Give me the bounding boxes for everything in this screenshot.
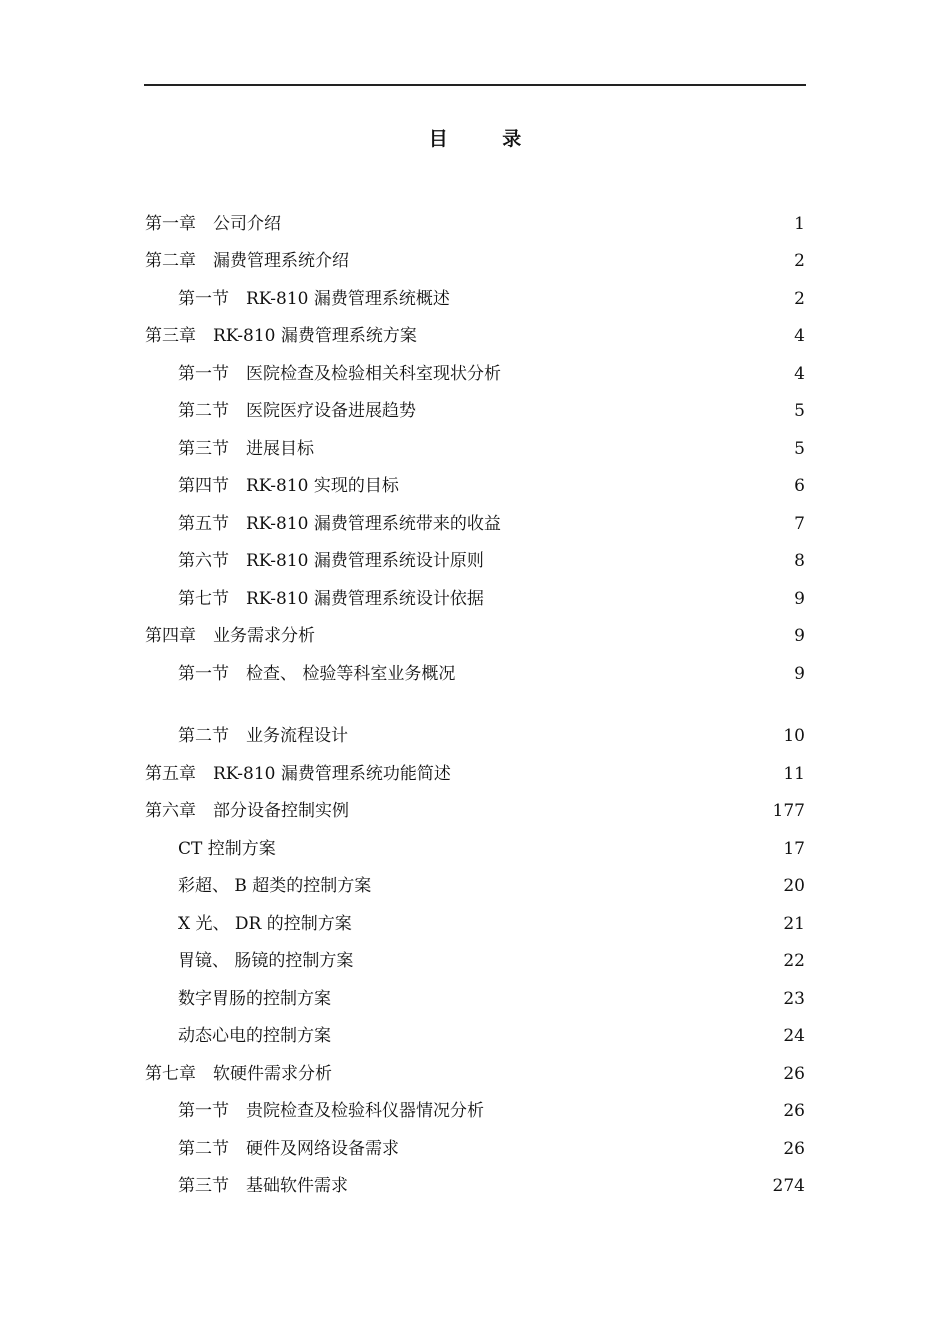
toc-entry-page: 8 [794,551,805,571]
toc-entry-label: 第四章 业务需求分析 [145,626,315,646]
toc-entry-label: 胃镜、 肠镜的控制方案 [178,951,354,971]
toc-entry-label: 第二节 硬件及网络设备需求 [178,1139,399,1159]
toc-entry[interactable] [0,249,950,273]
toc-entry[interactable] [0,1062,950,1086]
toc-entry[interactable] [0,987,950,1011]
toc-entry-label: 第七章 软硬件需求分析 [145,1064,332,1084]
page-title: 目 录 [428,128,546,150]
toc-entry-page: 4 [794,364,805,384]
toc-entry[interactable] [0,474,950,498]
toc-entry[interactable] [0,874,950,898]
toc-entry-label: CT 控制方案 [178,839,276,859]
toc-entry-page: 6 [794,476,805,496]
toc-entry[interactable] [0,799,950,823]
toc-entry[interactable] [0,587,950,611]
toc-entry-label: 第五节 RK-810 漏费管理系统带来的收益 [178,514,501,534]
toc-entry-page: 4 [794,326,805,346]
toc-entry[interactable] [0,1137,950,1161]
toc-entry-label: 第一节 RK-810 漏费管理系统概述 [178,289,450,309]
toc-entry[interactable] [0,212,950,236]
toc-entry-label: 第三节 基础软件需求 [178,1176,348,1196]
toc-entry[interactable] [0,362,950,386]
toc-entry[interactable] [0,287,950,311]
toc-entry-label: 第二节 医院医疗设备进展趋势 [178,401,416,421]
toc-entry[interactable] [0,912,950,936]
toc-entry-page: 11 [783,764,805,784]
toc-entry-page: 7 [794,514,805,534]
toc-entry-page: 177 [772,801,805,821]
toc-entry-label: 第三章 RK-810 漏费管理系统方案 [145,326,417,346]
toc-entry-label: 第一章 公司介绍 [145,214,281,234]
toc-entry-page: 9 [794,626,805,646]
toc-entry-label: 数字胃肠的控制方案 [178,989,331,1009]
toc-entry-page: 9 [794,664,805,684]
toc-entry-label: 第四节 RK-810 实现的目标 [178,476,399,496]
toc-entry-label: 第一节 医院检查及检验相关科室现状分析 [178,364,501,384]
toc-entry[interactable] [0,437,950,461]
toc-entry-page: 2 [794,251,805,271]
toc-entry-label: 第二节 业务流程设计 [178,726,348,746]
toc-entry-label: 动态心电的控制方案 [178,1026,331,1046]
toc-entry-page: 26 [783,1064,805,1084]
toc-entry[interactable] [0,949,950,973]
toc-entry[interactable] [0,837,950,861]
toc-entry[interactable] [0,724,950,748]
toc-entry-page: 1 [794,214,805,234]
toc-entry-label: 第一节 贵院检查及检验科仪器情况分析 [178,1101,484,1121]
toc-entry-page: 26 [783,1101,805,1121]
toc-entry[interactable] [0,1174,950,1198]
toc-entry-label: 第一节 检查、 检验等科室业务概况 [178,664,456,684]
toc-entry-page: 20 [783,876,805,896]
toc-entry-page: 5 [794,439,805,459]
toc-entry[interactable] [0,1024,950,1048]
toc-entry-label: 第六章 部分设备控制实例 [145,801,349,821]
toc-entry-label: 彩超、 B 超类的控制方案 [178,876,372,896]
toc-entry-page: 26 [783,1139,805,1159]
toc-entry-page: 10 [783,726,805,746]
toc-entry[interactable] [0,324,950,348]
toc-entry[interactable] [0,624,950,648]
toc-entry-page: 9 [794,589,805,609]
toc-entry-page: 23 [783,989,805,1009]
toc-entry-page: 274 [772,1176,805,1196]
toc-entry-label: 第五章 RK-810 漏费管理系统功能简述 [145,764,451,784]
toc-entry-page: 24 [783,1026,805,1046]
toc-entry[interactable] [0,512,950,536]
toc-entry[interactable] [0,549,950,573]
toc-entry-label: 第六节 RK-810 漏费管理系统设计原则 [178,551,484,571]
toc-entry-page: 2 [794,289,805,309]
toc-entry[interactable] [0,762,950,786]
toc-entry[interactable] [0,399,950,423]
toc-entry-page: 22 [783,951,805,971]
toc-entry-label: X 光、 DR 的控制方案 [178,914,352,934]
toc-entry-label: 第二章 漏费管理系统介绍 [145,251,349,271]
toc-entry-page: 17 [783,839,805,859]
toc-entry[interactable] [0,1099,950,1123]
toc-entry-page: 5 [794,401,805,421]
toc-entry-label: 第三节 进展目标 [178,439,314,459]
toc-entry-label: 第七节 RK-810 漏费管理系统设计依据 [178,589,484,609]
toc-entry-page: 21 [783,914,805,934]
toc-entry[interactable] [0,662,950,686]
